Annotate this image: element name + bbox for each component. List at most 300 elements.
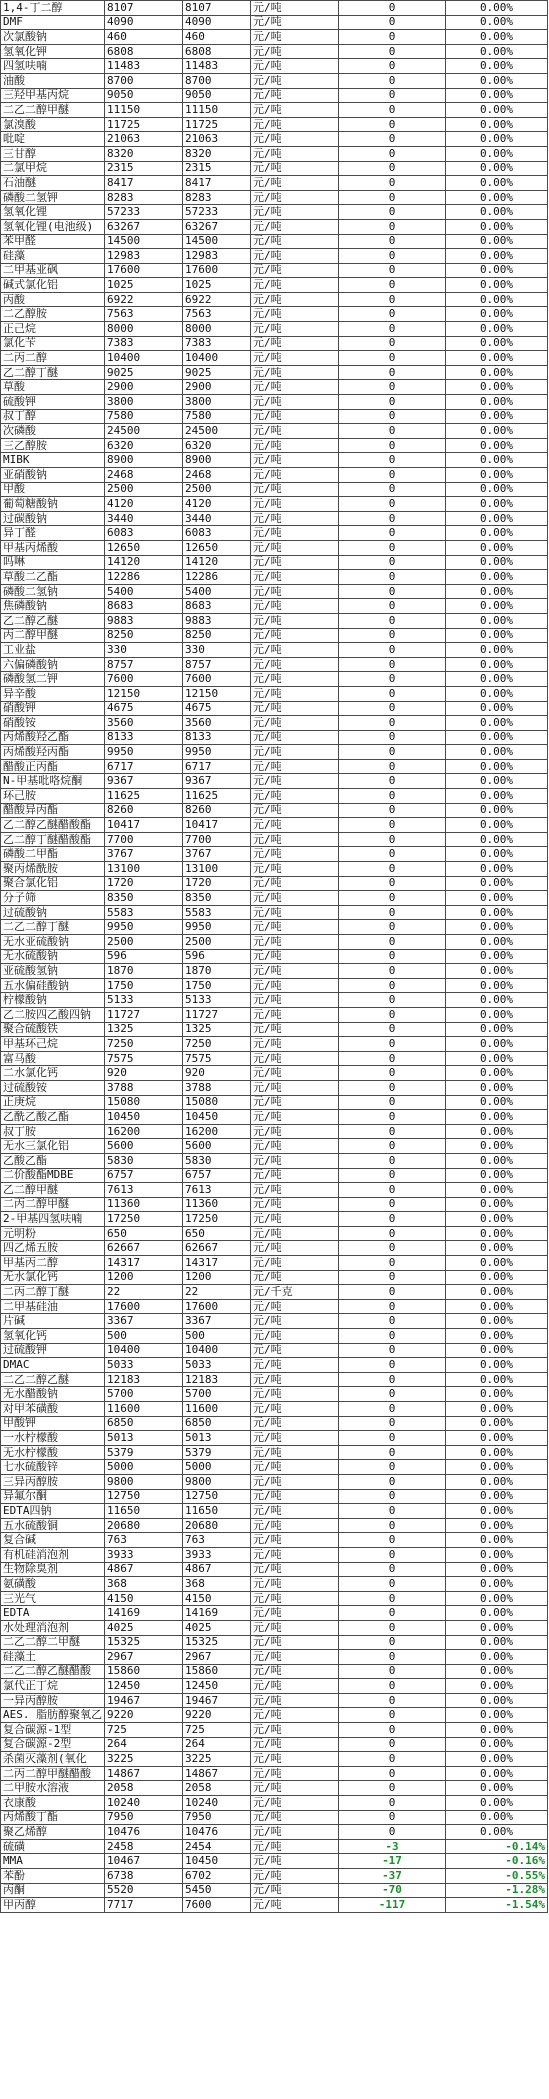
product-name-cell: 叔丁胺 [1,1124,105,1139]
price-current-cell: 5700 [183,1387,251,1402]
change-pct-cell: 0.00% [446,497,548,512]
price-previous-cell: 19467 [105,1693,183,1708]
change-cell: 0 [339,1183,446,1198]
price-current-cell: 10417 [183,818,251,833]
price-current-cell: 4090 [183,15,251,30]
price-current-cell: 7600 [183,1898,251,1913]
product-name-cell: 无水醋酸钠 [1,1387,105,1402]
change-cell: 0 [339,657,446,672]
change-pct-cell: 0.00% [446,1314,548,1329]
product-name-cell: 丙烯酸羟丙酯 [1,745,105,760]
price-current-cell: 7700 [183,832,251,847]
change-cell: -37 [339,1869,446,1884]
unit-cell: 元/吨 [251,657,339,672]
price-previous-cell: 14500 [105,234,183,249]
product-name-cell: 甲基环己烷 [1,1037,105,1052]
unit-cell: 元/吨 [251,1825,339,1840]
table-row [1,1256,548,1271]
change-pct-cell: 0.00% [446,1650,548,1665]
table-row [1,555,548,570]
unit-cell: 元/吨 [251,643,339,658]
unit-cell: 元/吨 [251,1110,339,1125]
change-cell: 0 [339,30,446,45]
change-cell: 0 [339,44,446,59]
price-previous-cell: 2900 [105,380,183,395]
change-pct-cell: 0.00% [446,59,548,74]
unit-cell: 元/吨 [251,1854,339,1869]
change-cell: 0 [339,1256,446,1271]
price-current-cell: 9800 [183,1474,251,1489]
change-cell: 0 [339,832,446,847]
price-previous-cell: 3933 [105,1547,183,1562]
price-previous-cell: 15325 [105,1635,183,1650]
price-previous-cell: 8250 [105,628,183,643]
price-previous-cell: 5013 [105,1431,183,1446]
price-previous-cell: 9050 [105,88,183,103]
change-pct-cell: 0.00% [446,1051,548,1066]
price-current-cell: 12286 [183,570,251,585]
price-previous-cell: 11483 [105,59,183,74]
change-cell: 0 [339,1372,446,1387]
change-pct-cell: 0.00% [446,1299,548,1314]
product-name-cell: 工业盐 [1,643,105,658]
product-name-cell: 硝酸钾 [1,701,105,716]
price-current-cell: 2500 [183,482,251,497]
product-name-cell: 二乙二醇乙醚 [1,1372,105,1387]
table-row [1,44,548,59]
change-pct-cell: 0.00% [446,555,548,570]
change-pct-cell: 0.00% [446,570,548,585]
unit-cell: 元/吨 [251,1869,339,1884]
product-name-cell: 二氯甲烷 [1,161,105,176]
unit-cell: 元/吨 [251,613,339,628]
change-cell: 0 [339,1,446,16]
change-cell: 0 [339,146,446,161]
change-pct-cell: 0.00% [446,1110,548,1125]
table-row [1,1737,548,1752]
product-name-cell: 二乙二醇丁醚 [1,920,105,935]
change-cell: 0 [339,395,446,410]
price-previous-cell: 21063 [105,132,183,147]
table-row [1,1839,548,1854]
price-previous-cell: 2058 [105,1781,183,1796]
table-row [1,1183,548,1198]
product-name-cell: 有机硅消泡剂 [1,1547,105,1562]
product-name-cell: 草酸二乙酯 [1,570,105,585]
table-row [1,1212,548,1227]
table-row [1,1124,548,1139]
price-current-cell: 7250 [183,1037,251,1052]
change-pct-cell: 0.00% [446,1168,548,1183]
change-cell: 0 [339,1766,446,1781]
change-cell: 0 [339,482,446,497]
change-cell: 0 [339,643,446,658]
change-pct-cell: 0.00% [446,993,548,1008]
unit-cell: 元/吨 [251,1781,339,1796]
price-current-cell: 368 [183,1577,251,1592]
price-previous-cell: 14169 [105,1606,183,1621]
unit-cell: 元/吨 [251,1547,339,1562]
table-row [1,964,548,979]
price-previous-cell: 22 [105,1285,183,1300]
change-pct-cell: 0.00% [446,1723,548,1738]
unit-cell: 元/吨 [251,891,339,906]
table-row [1,1314,548,1329]
unit-cell: 元/吨 [251,1299,339,1314]
price-previous-cell: 4025 [105,1620,183,1635]
product-name-cell: 甲丙醇 [1,1898,105,1913]
product-name-cell: 过硫酸铵 [1,1080,105,1095]
price-previous-cell: 6738 [105,1869,183,1884]
change-cell: 0 [339,292,446,307]
price-previous-cell: 12150 [105,686,183,701]
price-current-cell: 12983 [183,249,251,264]
table-row [1,146,548,161]
change-pct-cell: 0.00% [446,322,548,337]
price-previous-cell: 10467 [105,1854,183,1869]
change-pct-cell: 0.00% [446,1372,548,1387]
change-cell: 0 [339,789,446,804]
product-name-cell: 氨磺酸 [1,1577,105,1592]
product-name-cell: 丙二醇甲醚 [1,628,105,643]
product-name-cell: 二甲胺水溶液 [1,1781,105,1796]
price-previous-cell: 8757 [105,657,183,672]
table-row [1,1547,548,1562]
table-row [1,1635,548,1650]
product-name-cell: 二丙二醇甲醚醋酸 [1,1766,105,1781]
product-name-cell: 草酸 [1,380,105,395]
price-current-cell: 1325 [183,1022,251,1037]
change-pct-cell: 0.00% [446,1825,548,1840]
change-pct-cell: 0.00% [446,424,548,439]
unit-cell: 元/吨 [251,555,339,570]
price-current-cell: 3225 [183,1752,251,1767]
price-current-cell: 8350 [183,891,251,906]
product-name-cell: 吗啉 [1,555,105,570]
change-cell: 0 [339,1153,446,1168]
change-pct-cell: 0.00% [446,380,548,395]
price-current-cell: 2454 [183,1839,251,1854]
change-cell: 0 [339,774,446,789]
price-current-cell: 6850 [183,1416,251,1431]
price-previous-cell: 5400 [105,584,183,599]
change-pct-cell: 0.00% [446,1416,548,1431]
table-row [1,1226,548,1241]
change-cell: -70 [339,1883,446,1898]
table-row [1,161,548,176]
change-pct-cell: -0.55% [446,1869,548,1884]
unit-cell: 元/吨 [251,1504,339,1519]
product-name-cell: 油酸 [1,73,105,88]
product-name-cell: 亚硝酸钠 [1,468,105,483]
product-name-cell: 六偏磷酸钠 [1,657,105,672]
change-cell: 0 [339,978,446,993]
table-row [1,672,548,687]
unit-cell: 元/吨 [251,1635,339,1650]
change-pct-cell: 0.00% [446,307,548,322]
change-cell: 0 [339,1168,446,1183]
product-name-cell: 乙二胺四乙酸四钠 [1,1007,105,1022]
change-cell: 0 [339,424,446,439]
product-name-cell: 一水柠檬酸 [1,1431,105,1446]
change-pct-cell: 0.00% [446,1329,548,1344]
price-current-cell: 10240 [183,1796,251,1811]
change-pct-cell: 0.00% [446,745,548,760]
price-current-cell: 8417 [183,176,251,191]
change-pct-cell: 0.00% [446,876,548,891]
price-current-cell: 11625 [183,789,251,804]
price-current-cell: 9050 [183,88,251,103]
change-pct-cell: 0.00% [446,1139,548,1154]
product-name-cell: EDTA [1,1606,105,1621]
change-pct-cell: 0.00% [446,1620,548,1635]
change-cell: 0 [339,1664,446,1679]
product-name-cell: 衣康酸 [1,1796,105,1811]
change-pct-cell: 0.00% [446,1197,548,1212]
price-current-cell: 3367 [183,1314,251,1329]
product-name-cell: N-甲基吡咯烷酮 [1,774,105,789]
price-previous-cell: 10417 [105,818,183,833]
price-previous-cell: 2500 [105,482,183,497]
change-pct-cell: 0.00% [446,1241,548,1256]
unit-cell: 元/吨 [251,497,339,512]
price-previous-cell: 11360 [105,1197,183,1212]
price-previous-cell: 57233 [105,205,183,220]
price-previous-cell: 2458 [105,1839,183,1854]
change-pct-cell: 0.00% [446,1518,548,1533]
unit-cell: 元/吨 [251,832,339,847]
unit-cell: 元/吨 [251,424,339,439]
table-row [1,132,548,147]
table-row [1,1708,548,1723]
table-row [1,30,548,45]
product-name-cell: 二乙醇胺 [1,307,105,322]
product-name-cell: 无水硫酸钠 [1,949,105,964]
product-name-cell: 次磷酸 [1,424,105,439]
unit-cell: 元/吨 [251,1022,339,1037]
unit-cell: 元/吨 [251,599,339,614]
change-pct-cell: 0.00% [446,15,548,30]
change-cell: 0 [339,1037,446,1052]
unit-cell: 元/吨 [251,161,339,176]
price-previous-cell: 14867 [105,1766,183,1781]
price-current-cell: 14500 [183,234,251,249]
product-name-cell: 三乙醇胺 [1,438,105,453]
price-current-cell: 7580 [183,409,251,424]
price-previous-cell: 8320 [105,146,183,161]
price-previous-cell: 1750 [105,978,183,993]
change-pct-cell: -1.28% [446,1883,548,1898]
product-name-cell: 聚合氯化铝 [1,876,105,891]
price-current-cell: 2500 [183,935,251,950]
change-cell: 0 [339,307,446,322]
price-current-cell: 1720 [183,876,251,891]
change-cell: 0 [339,847,446,862]
change-cell: 0 [339,759,446,774]
change-pct-cell: 0.00% [446,117,548,132]
price-current-cell: 11727 [183,1007,251,1022]
price-previous-cell: 596 [105,949,183,964]
change-cell: 0 [339,380,446,395]
product-name-cell: 乙二醇甲醚 [1,1183,105,1198]
change-pct-cell: 0.00% [446,672,548,687]
change-cell: -117 [339,1898,446,1913]
product-name-cell: 硅藻 [1,249,105,264]
unit-cell: 元/吨 [251,468,339,483]
table-row [1,526,548,541]
unit-cell: 元/吨 [251,1562,339,1577]
price-previous-cell: 9800 [105,1474,183,1489]
change-cell: 0 [339,1080,446,1095]
change-pct-cell: 0.00% [446,1226,548,1241]
price-previous-cell: 3560 [105,716,183,731]
change-cell: 0 [339,1066,446,1081]
table-row [1,1504,548,1519]
change-pct-cell: 0.00% [446,1460,548,1475]
product-name-cell: 过硫酸钠 [1,905,105,920]
price-previous-cell: 8000 [105,322,183,337]
product-name-cell: 生物除臭剂 [1,1562,105,1577]
price-previous-cell: 10240 [105,1796,183,1811]
unit-cell: 元/吨 [251,1533,339,1548]
product-name-cell: 聚丙烯酰胺 [1,862,105,877]
unit-cell: 元/吨 [251,993,339,1008]
change-cell: 0 [339,1139,446,1154]
table-row [1,613,548,628]
table-row [1,1095,548,1110]
unit-cell: 元/吨 [251,920,339,935]
price-previous-cell: 7600 [105,672,183,687]
price-current-cell: 6702 [183,1869,251,1884]
price-current-cell: 9950 [183,920,251,935]
unit-cell: 元/吨 [251,730,339,745]
price-previous-cell: 24500 [105,424,183,439]
price-current-cell: 7613 [183,1183,251,1198]
product-name-cell: 元明粉 [1,1226,105,1241]
table-row [1,59,548,74]
product-name-cell: 丙烯酸羟乙酯 [1,730,105,745]
price-current-cell: 4120 [183,497,251,512]
change-cell: 0 [339,570,446,585]
table-row [1,190,548,205]
change-pct-cell: 0.00% [446,1577,548,1592]
price-current-cell: 11150 [183,103,251,118]
table-row [1,876,548,891]
change-pct-cell: 0.00% [446,1387,548,1402]
unit-cell: 元/吨 [251,1095,339,1110]
unit-cell: 元/吨 [251,132,339,147]
table-row [1,1139,548,1154]
unit-cell: 元/吨 [251,1183,339,1198]
price-previous-cell: 15860 [105,1664,183,1679]
table-row [1,409,548,424]
table-row [1,1796,548,1811]
unit-cell: 元/吨 [251,1708,339,1723]
product-name-cell: 亚硫酸氢钠 [1,964,105,979]
price-current-cell: 63267 [183,219,251,234]
price-previous-cell: 16200 [105,1124,183,1139]
table-row [1,511,548,526]
change-pct-cell: 0.00% [446,891,548,906]
table-row [1,1679,548,1694]
product-name-cell: 葡萄糖酸钠 [1,497,105,512]
change-pct-cell: 0.00% [446,657,548,672]
price-current-cell: 1200 [183,1270,251,1285]
unit-cell: 元/吨 [251,292,339,307]
price-current-cell: 5830 [183,1153,251,1168]
price-current-cell: 17250 [183,1212,251,1227]
product-name-cell: 无水亚硫酸钠 [1,935,105,950]
change-pct-cell: 0.00% [446,1693,548,1708]
price-current-cell: 3440 [183,511,251,526]
change-pct-cell: 0.00% [446,438,548,453]
price-current-cell: 14120 [183,555,251,570]
table-row [1,365,548,380]
product-name-cell: EDTA四钠 [1,1504,105,1519]
unit-cell: 元/吨 [251,1431,339,1446]
change-pct-cell: 0.00% [446,818,548,833]
table-row [1,1241,548,1256]
price-current-cell: 15325 [183,1635,251,1650]
table-row [1,1168,548,1183]
change-cell: 0 [339,920,446,935]
unit-cell: 元/吨 [251,1737,339,1752]
product-name-cell: 二甲基硅油 [1,1299,105,1314]
product-name-cell: 氯代正丁烷 [1,1679,105,1694]
change-pct-cell: 0.00% [446,161,548,176]
price-current-cell: 5133 [183,993,251,1008]
change-pct-cell: 0.00% [446,935,548,950]
product-name-cell: DMAC [1,1358,105,1373]
table-row [1,847,548,862]
price-previous-cell: 17250 [105,1212,183,1227]
price-current-cell: 9220 [183,1708,251,1723]
table-row [1,1285,548,1300]
unit-cell: 元/吨 [251,964,339,979]
price-previous-cell: 17600 [105,263,183,278]
table-row [1,176,548,191]
unit-cell: 元/吨 [251,847,339,862]
unit-cell: 元/吨 [251,1168,339,1183]
price-previous-cell: 650 [105,1226,183,1241]
table-row [1,1299,548,1314]
table-row [1,1,548,16]
change-cell: 0 [339,1825,446,1840]
table-row [1,322,548,337]
unit-cell: 元/吨 [251,570,339,585]
price-current-cell: 1870 [183,964,251,979]
unit-cell: 元/吨 [251,351,339,366]
table-row [1,993,548,1008]
product-name-cell: 甲酸 [1,482,105,497]
price-current-cell: 5013 [183,1431,251,1446]
price-current-cell: 7563 [183,307,251,322]
change-pct-cell: -1.54% [446,1898,548,1913]
product-name-cell: 氢氧化锂 [1,205,105,220]
unit-cell: 元/吨 [251,1693,339,1708]
table-row [1,336,548,351]
product-name-cell: 聚合硫酸铁 [1,1022,105,1037]
price-previous-cell: 6808 [105,44,183,59]
table-row [1,497,548,512]
table-row [1,219,548,234]
unit-cell: 元/吨 [251,1402,339,1417]
table-row [1,482,548,497]
product-name-cell: 异氟尔酮 [1,1489,105,1504]
unit-cell: 元/吨 [251,1314,339,1329]
unit-cell: 元/吨 [251,1796,339,1811]
unit-cell: 元/吨 [251,1387,339,1402]
